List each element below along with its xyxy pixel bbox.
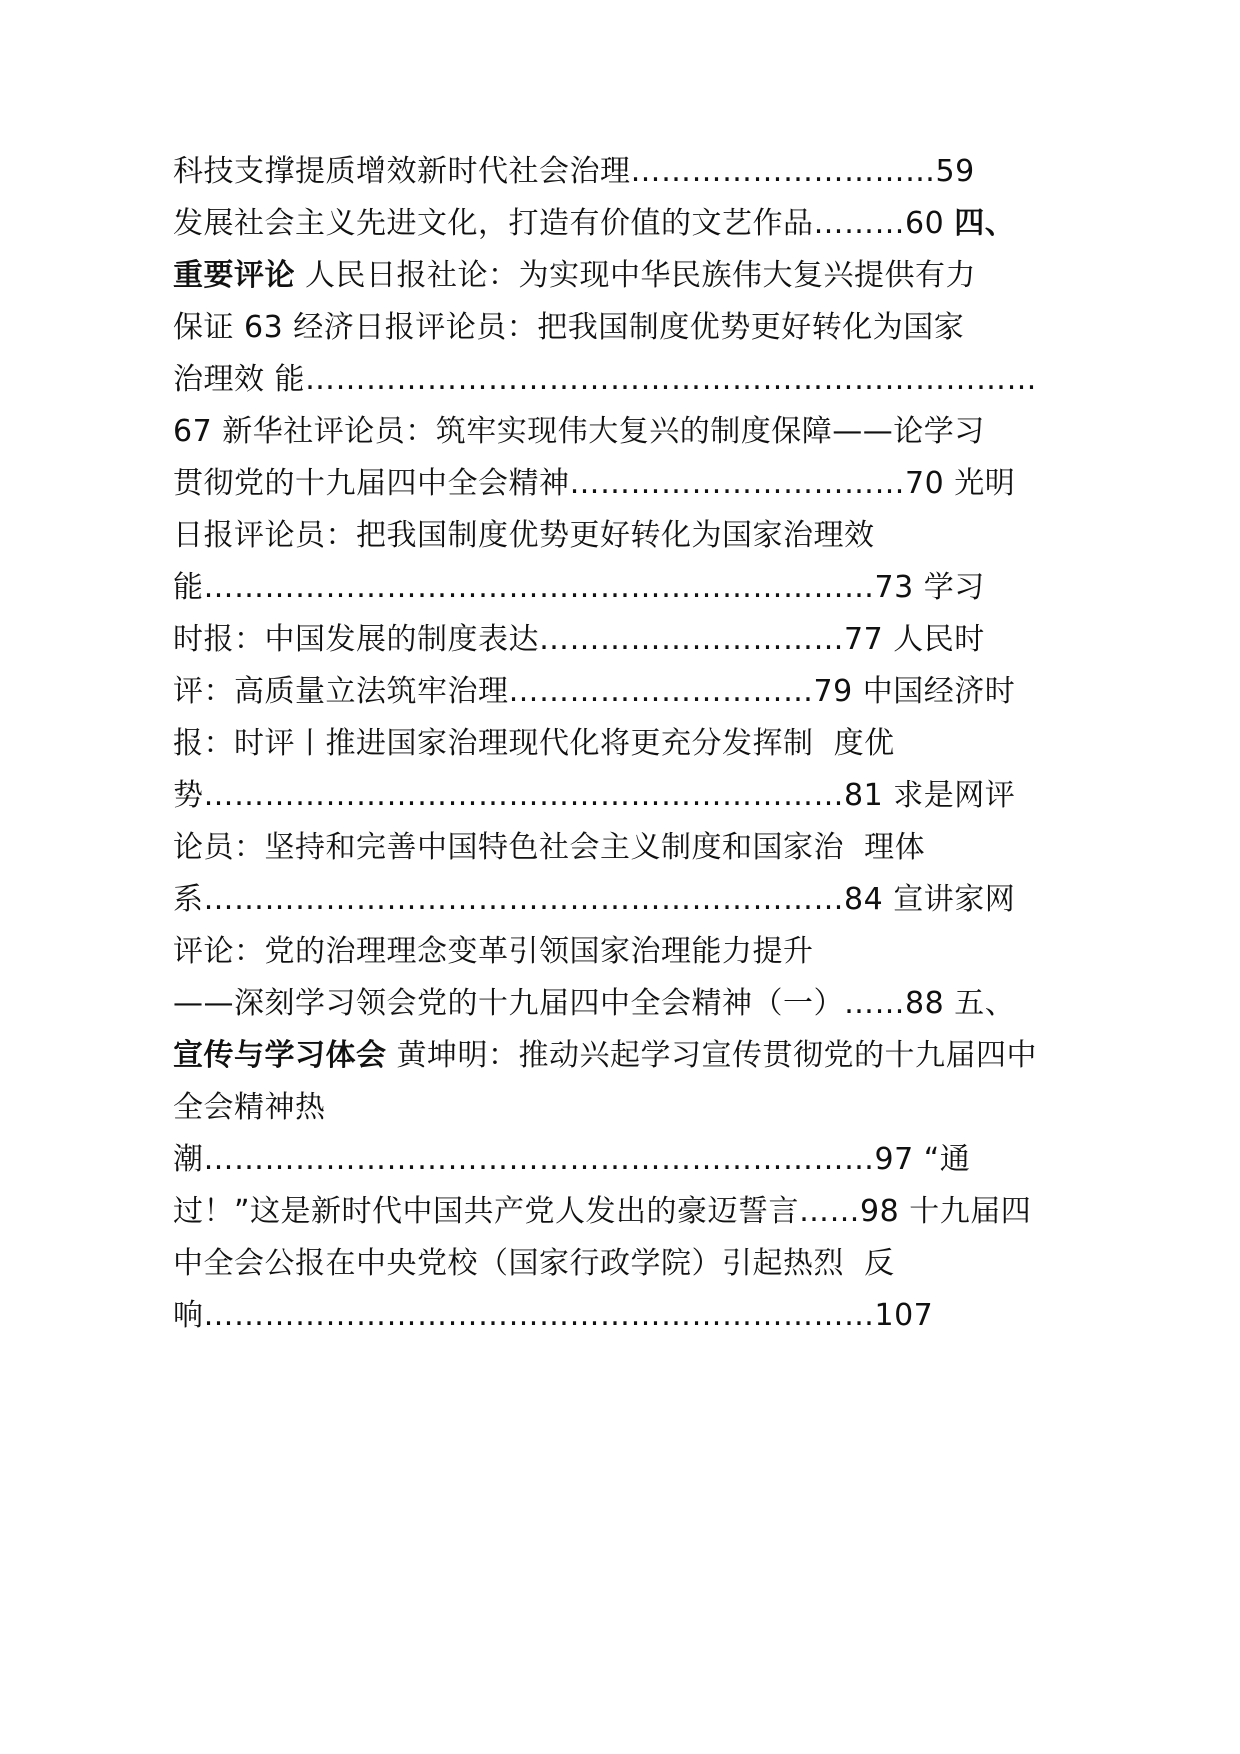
toc-line bbox=[173, 146, 1103, 198]
toc-line bbox=[173, 354, 1103, 406]
toc-line bbox=[173, 874, 1103, 926]
toc-section-heading: 重要评论 bbox=[173, 258, 295, 293]
toc-entry-text: 势………………………………………………………81 求是网评 bbox=[173, 778, 1016, 813]
toc-line bbox=[173, 250, 1103, 302]
toc-entry-text: 人民日报社论：为实现中华民族伟大复兴提供有力 bbox=[295, 258, 977, 293]
toc-line bbox=[173, 926, 1103, 978]
toc-entry-text: 黄坤明：推动兴起学习宣传贯彻党的十九届四中 bbox=[386, 1038, 1038, 1073]
toc-entry-text: ——深刻学习领会党的十九届四中全会精神（一）……88 五、 bbox=[173, 986, 1016, 1021]
toc-line bbox=[173, 666, 1103, 718]
toc-entry-text: 贯彻党的十九届四中全会精神……………………………70 光明 bbox=[173, 466, 1016, 501]
table-of-contents bbox=[173, 146, 1103, 1342]
toc-line bbox=[173, 770, 1103, 822]
toc-entry-text: 能…………………………………………………………73 学习 bbox=[173, 570, 985, 605]
toc-entry-text: 全会精神热 bbox=[173, 1090, 326, 1125]
toc-line bbox=[173, 718, 1103, 770]
toc-line bbox=[173, 614, 1103, 666]
toc-line bbox=[173, 458, 1103, 510]
toc-entry-text: 系………………………………………………………84 宣讲家网 bbox=[173, 882, 1016, 917]
toc-line bbox=[173, 198, 1103, 250]
toc-section-heading: 宣传与学习体会 bbox=[173, 1038, 387, 1073]
toc-entry-text: 治理效 能……………………………………………………………… bbox=[173, 362, 1038, 397]
toc-entry-text: 评：高质量立法筑牢治理…………………………79 中国经济时 bbox=[173, 674, 1016, 709]
toc-line bbox=[173, 1134, 1103, 1186]
toc-line bbox=[173, 562, 1103, 614]
toc-line bbox=[173, 822, 1103, 874]
toc-entry-text: 论员：坚持和完善中国特色社会主义制度和国家治 理体 bbox=[173, 830, 926, 865]
toc-entry-text: 时报：中国发展的制度表达…………………………77 人民时 bbox=[173, 622, 985, 657]
toc-entry-text: 过！”这是新时代中国共产党人发出的豪迈誓言……98 十九届四 bbox=[173, 1194, 1032, 1229]
toc-line bbox=[173, 302, 1103, 354]
toc-line bbox=[173, 1186, 1103, 1238]
toc-line bbox=[173, 1238, 1103, 1290]
toc-line bbox=[173, 510, 1103, 562]
toc-entry-text: 科技支撑提质增效新时代社会治理…………………………59 bbox=[173, 154, 975, 189]
toc-entry-text: 潮…………………………………………………………97 “通 bbox=[173, 1142, 971, 1177]
toc-line bbox=[173, 1290, 1103, 1342]
toc-line bbox=[173, 1030, 1103, 1082]
toc-entry-text: 日报评论员：把我国制度优势更好转化为国家治理效 bbox=[173, 518, 875, 553]
toc-line bbox=[173, 406, 1103, 458]
toc-entry-text: 评论：党的治理理念变革引领国家治理能力提升 bbox=[173, 934, 814, 969]
toc-entry-text: 发展社会主义先进文化，打造有价值的文艺作品………60 bbox=[173, 206, 955, 241]
toc-entry-text: 67 新华社评论员：筑牢实现伟大复兴的制度保障——论学习 bbox=[173, 414, 985, 449]
toc-entry-text: 中全会公报在中央党校（国家行政学院）引起热烈 反 bbox=[173, 1246, 895, 1281]
toc-entry-text: 保证 63 经济日报评论员：把我国制度优势更好转化为国家 bbox=[173, 310, 965, 345]
toc-entry-text: 报：时评丨推进国家治理现代化将更充分发挥制 度优 bbox=[173, 726, 895, 761]
toc-section-heading: 四、 bbox=[954, 206, 1016, 241]
toc-entry-text: 响…………………………………………………………107 bbox=[173, 1298, 934, 1333]
toc-line bbox=[173, 978, 1103, 1030]
toc-line bbox=[173, 1082, 1103, 1134]
